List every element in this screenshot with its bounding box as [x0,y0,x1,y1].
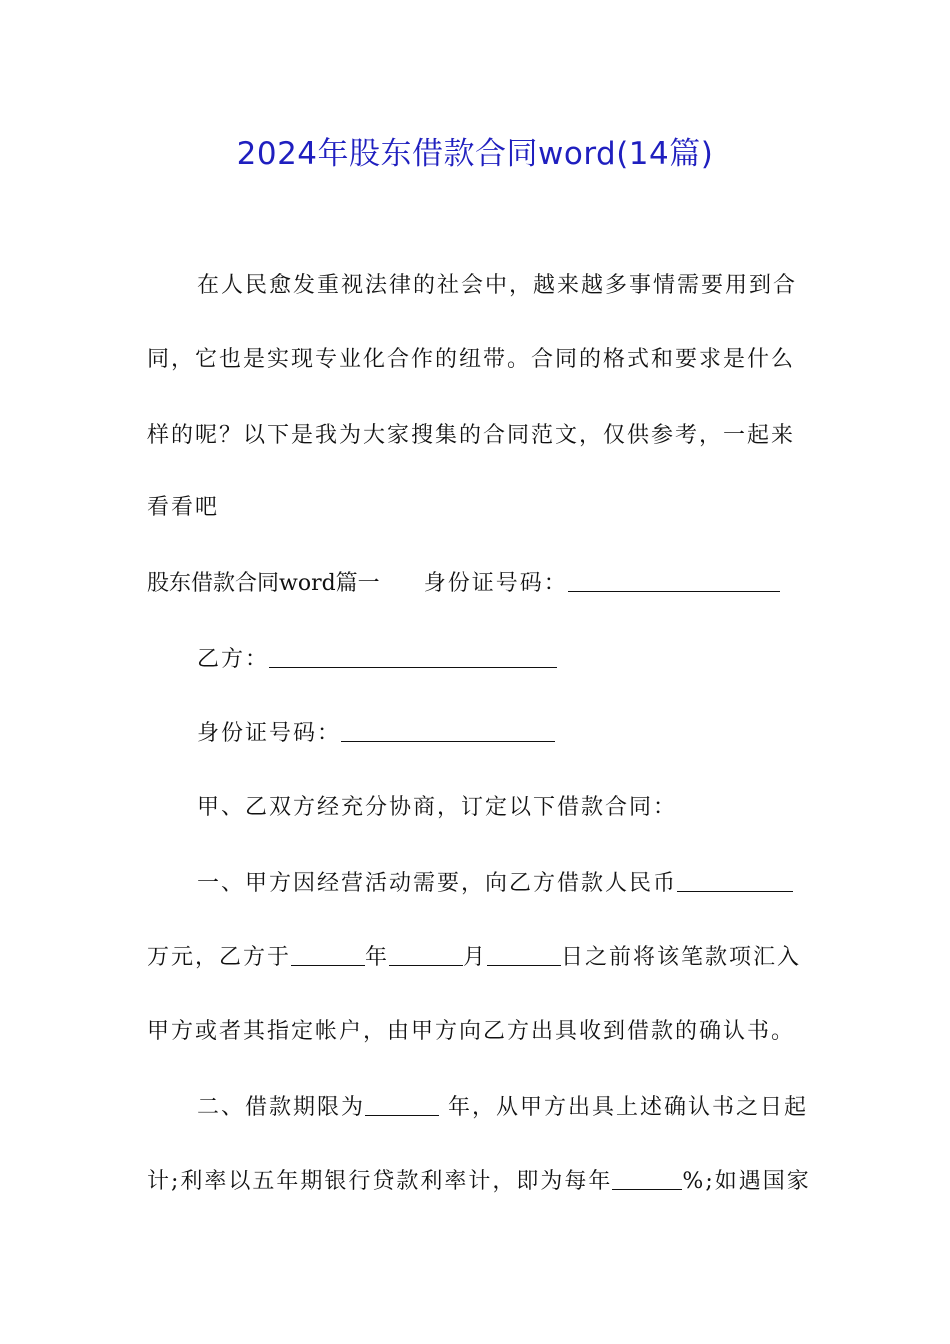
clause1-line3: 甲方或者其指定帐户，由甲方向乙方出具收到借款的确认书。 [147,1019,796,1044]
clause1-year-label: 年 [365,945,390,970]
party-b-id-label: 身份证号码： [197,721,342,746]
clause1-line2-d: 日之前将该笔款项汇入 [561,945,802,970]
id-number-blank [568,590,780,592]
clause2-line2-b: %;如遇国家 [682,1169,811,1194]
day-blank [487,964,561,966]
loan-amount-blank [677,890,793,892]
clause2-line2-a: 计;利率以五年期银行贷款利率计，即为每年 [147,1169,613,1194]
clause2-line2-row [147,1166,811,1198]
term-years-blank [365,1114,439,1116]
party-b-label: 乙方： [197,647,270,672]
party-b-id-blank [341,740,555,742]
month-blank [389,964,463,966]
intro-line-3: 样的呢？以下是我为大家搜集的合同范文，仅供参考，一起来 [147,423,796,448]
section-heading-row [147,568,780,600]
intro-line-1: 在人民愈发重视法律的社会中，越来越多事情需要用到合 [197,273,798,298]
clause1-line2-row [147,942,801,974]
id-number-label: 身份证号码： [423,571,568,596]
intro-line-2: 同，它也是实现专业化合作的纽带。合同的格式和要求是什么 [147,347,796,372]
clause2-line1-a: 二、借款期限为 [197,1095,366,1120]
clause1-month-label: 月 [463,945,488,970]
party-b-row [197,644,557,676]
clause1-line1: 一、甲方因经营活动需要，向乙方借款人民币 [197,871,678,896]
clause1-line2-a: 万元，乙方于 [147,945,292,970]
intro-line-4: 看看吧 [147,495,220,520]
clause2-line1-row [197,1092,808,1124]
clause1-line1-row [197,868,793,900]
party-b-blank [269,666,557,668]
agreement-line: 甲、乙双方经充分协商，订定以下借款合同： [197,795,678,820]
section-heading: 股东借款合同word篇一 [147,571,380,596]
party-b-id-row [197,718,555,750]
clause2-line1-b: 年，从甲方出具上述确认书之日起 [439,1095,809,1120]
year-blank [291,964,365,966]
document-title: 2024年股东借款合同word(14篇) [236,136,714,172]
interest-rate-blank [612,1188,682,1190]
